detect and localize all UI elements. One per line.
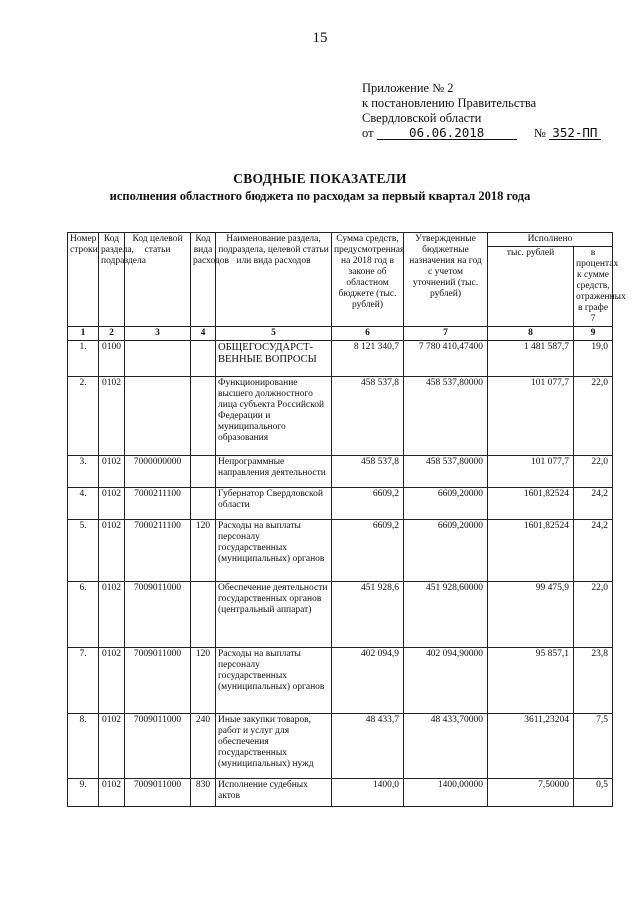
header-executed-percent: в процентах к сумме средств, отраженных в графе 7 xyxy=(574,247,613,327)
executed-sum: 95 857,1 xyxy=(488,648,574,714)
type-code xyxy=(191,341,216,377)
approved-sum: 451 928,60000 xyxy=(404,582,488,648)
type-code xyxy=(191,377,216,456)
type-code xyxy=(191,456,216,488)
target-code: 7009011000 xyxy=(125,648,191,714)
row-number: 7. xyxy=(68,648,99,714)
planned-sum: 1400,0 xyxy=(332,779,404,807)
executed-percent: 22,0 xyxy=(574,456,613,488)
column-number: 2 xyxy=(99,327,125,341)
section-code: 0102 xyxy=(99,377,125,456)
table-row xyxy=(68,582,613,648)
expense-name: Исполнение судебных актов xyxy=(216,779,332,807)
column-number: 9 xyxy=(574,327,613,341)
table-row xyxy=(68,341,613,377)
target-code: 7000211100 xyxy=(125,520,191,582)
header-row-no: Номер строки xyxy=(68,233,99,327)
column-number: 6 xyxy=(332,327,404,341)
expense-name: ОБЩЕГОСУДАРСТ-ВЕННЫЕ ВОПРОСЫ xyxy=(216,341,332,377)
column-number: 1 xyxy=(68,327,99,341)
type-code xyxy=(191,488,216,520)
budget-table xyxy=(67,232,626,807)
executed-sum: 101 077,7 xyxy=(488,377,574,456)
section-code: 0102 xyxy=(99,520,125,582)
approved-sum: 458 537,80000 xyxy=(404,377,488,456)
table-row xyxy=(68,520,613,582)
expense-name: Расходы на выплаты персоналу государственных (муниципальных) органов xyxy=(216,520,332,582)
type-code: 120 xyxy=(191,520,216,582)
type-code xyxy=(191,582,216,648)
expense-name: Функционирование высшего должностного лица субъекта Российской Федерации и муниципального образования xyxy=(216,377,332,456)
executed-sum: 3611,23204 xyxy=(488,714,574,779)
expense-name: Иные закупки товаров, работ и услуг для обеспечения государственных (муниципальных) нужд xyxy=(216,714,332,779)
approved-sum: 1400,00000 xyxy=(404,779,488,807)
table-row xyxy=(68,714,613,779)
planned-sum: 48 433,7 xyxy=(332,714,404,779)
executed-sum: 1601,82524 xyxy=(488,520,574,582)
target-code: 7000000000 xyxy=(125,456,191,488)
column-number: 8 xyxy=(488,327,574,341)
table-row xyxy=(68,648,613,714)
header-planned: Сумма средств, предусмотренная на 2018 год в законе об областном бюджете (тыс. рублей) xyxy=(332,233,404,327)
executed-percent: 24,2 xyxy=(574,520,613,582)
type-code: 120 xyxy=(191,648,216,714)
row-number: 8. xyxy=(68,714,99,779)
executed-sum: 101 077,7 xyxy=(488,456,574,488)
column-number: 3 xyxy=(125,327,191,341)
page-number: 15 xyxy=(312,30,328,46)
table-row xyxy=(68,456,613,488)
type-code: 830 xyxy=(191,779,216,807)
executed-sum: 99 475,9 xyxy=(488,582,574,648)
column-number: 5 xyxy=(216,327,332,341)
expense-name: Губернатор Свердловской области xyxy=(216,488,332,520)
row-number: 2. xyxy=(68,377,99,456)
expense-name: Расходы на выплаты персоналу государственных (муниципальных) органов xyxy=(216,648,332,714)
section-code: 0102 xyxy=(99,779,125,807)
approved-sum: 48 433,70000 xyxy=(404,714,488,779)
appendix-block xyxy=(362,81,622,141)
approved-sum: 458 537,80000 xyxy=(404,456,488,488)
executed-percent: 23,8 xyxy=(574,648,613,714)
document-heading xyxy=(0,171,640,204)
planned-sum: 402 094,9 xyxy=(332,648,404,714)
header-type-code: Код вида расходов xyxy=(191,233,216,327)
planned-sum: 451 928,6 xyxy=(332,582,404,648)
target-code: 7000211100 xyxy=(125,488,191,520)
row-number: 6. xyxy=(68,582,99,648)
planned-sum: 6609,2 xyxy=(332,488,404,520)
target-code: 7009011000 xyxy=(125,714,191,779)
table-row xyxy=(68,779,613,807)
heading-title: СВОДНЫЕ ПОКАЗАТЕЛИ xyxy=(233,171,407,186)
planned-sum: 6609,2 xyxy=(332,520,404,582)
column-numbers-row xyxy=(68,327,613,341)
row-number: 5. xyxy=(68,520,99,582)
expense-name: Непрограммные направления деятельности xyxy=(216,456,332,488)
approved-sum: 7 780 410,47400 xyxy=(404,341,488,377)
section-code: 0102 xyxy=(99,648,125,714)
section-code: 0102 xyxy=(99,488,125,520)
row-number: 9. xyxy=(68,779,99,807)
approved-sum: 6609,20000 xyxy=(404,520,488,582)
executed-sum: 1 481 587,7 xyxy=(488,341,574,377)
executed-sum: 7,50000 xyxy=(488,779,574,807)
appendix-title: Приложение № 2 xyxy=(362,81,454,95)
executed-sum: 1601,82524 xyxy=(488,488,574,520)
appendix-decree: к постановлению Правительства xyxy=(362,96,537,110)
target-code: 7009011000 xyxy=(125,779,191,807)
header-executed: Исполнено xyxy=(488,233,613,247)
section-code: 0102 xyxy=(99,714,125,779)
header-name: Наименование раздела, подраздела, целевой статьи или вида расходов xyxy=(216,233,332,327)
expense-name: Обеспечение деятельности государственных органов (центральный аппарат) xyxy=(216,582,332,648)
section-code: 0102 xyxy=(99,456,125,488)
header-target-code: Код целевой статьи xyxy=(125,233,191,327)
column-number: 7 xyxy=(404,327,488,341)
header-executed-sum: тыс. рублей xyxy=(488,247,574,327)
approved-sum: 6609,20000 xyxy=(404,488,488,520)
executed-percent: 24,2 xyxy=(574,488,613,520)
planned-sum: 458 537,8 xyxy=(332,377,404,456)
executed-percent: 19,0 xyxy=(574,341,613,377)
section-code: 0102 xyxy=(99,582,125,648)
executed-percent: 22,0 xyxy=(574,582,613,648)
table-row xyxy=(68,377,613,456)
row-number: 1. xyxy=(68,341,99,377)
row-number: 3. xyxy=(68,456,99,488)
decree-date: 06.06.2018 xyxy=(377,126,517,140)
appendix-date-line xyxy=(362,126,622,141)
heading-subtitle: исполнения областного бюджета по расходам за первый квартал 2018 года xyxy=(109,189,531,203)
planned-sum: 458 537,8 xyxy=(332,456,404,488)
planned-sum: 8 121 340,7 xyxy=(332,341,404,377)
header-section-code: Код раздела, подраздела xyxy=(99,233,125,327)
executed-percent: 7,5 xyxy=(574,714,613,779)
approved-sum: 402 094,90000 xyxy=(404,648,488,714)
executed-percent: 22,0 xyxy=(574,377,613,456)
row-number: 4. xyxy=(68,488,99,520)
executed-percent: 0,5 xyxy=(574,779,613,807)
decree-number: 352-ПП xyxy=(549,126,601,140)
from-label: от xyxy=(362,126,374,140)
target-code xyxy=(125,377,191,456)
header-approved: Утвержденные бюджетные назначения на год с учетом уточнений (тыс. рублей) xyxy=(404,233,488,327)
number-label: № xyxy=(533,126,546,140)
target-code xyxy=(125,341,191,377)
type-code: 240 xyxy=(191,714,216,779)
section-code: 0100 xyxy=(99,341,125,377)
target-code: 7009011000 xyxy=(125,582,191,648)
table-row xyxy=(68,488,613,520)
appendix-region: Свердловской области xyxy=(362,111,482,125)
column-number: 4 xyxy=(191,327,216,341)
